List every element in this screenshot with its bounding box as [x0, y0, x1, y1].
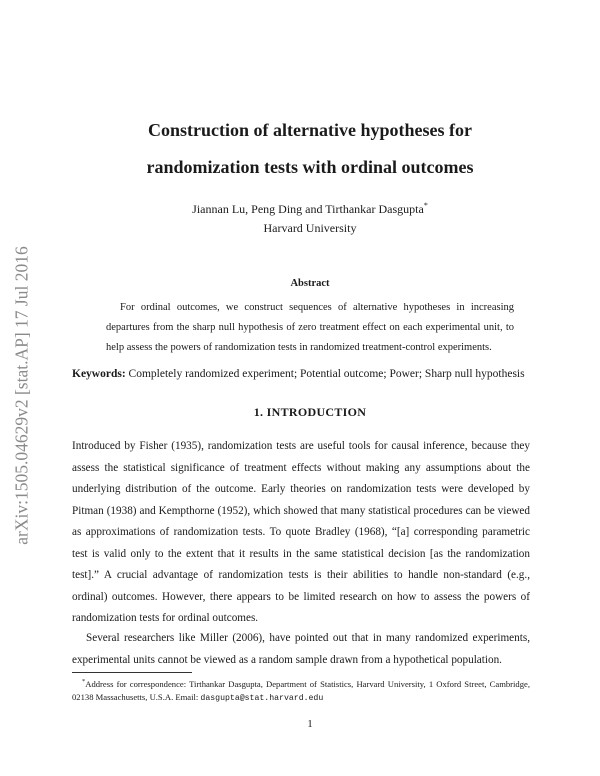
footnote-text: Address for correspondence: Tirthankar Dasgupta, Department of Statistics, Harvard University, 1 Oxford Street, Cambridge, 02138 Massachusetts, U.S.A. Email:	[72, 678, 530, 702]
authors-line	[60, 201, 560, 217]
paper-title-line-2: randomization tests with ordinal outcomes	[146, 157, 474, 177]
author-footnote-mark: *	[423, 201, 428, 210]
affiliation: Harvard University	[263, 221, 357, 235]
footnote	[72, 675, 530, 705]
footnote-email: dasgupta@stat.harvard.edu	[200, 693, 324, 703]
abstract-heading: Abstract	[290, 278, 330, 289]
authors: Jiannan Lu, Peng Ding and Tirthankar Dasgupta	[192, 202, 424, 216]
keywords-line	[72, 368, 552, 380]
page-number: 1	[307, 718, 313, 730]
section-heading: 1. INTRODUCTION	[253, 405, 367, 419]
paper-title-line-1: Construction of alternative hypotheses for	[148, 120, 472, 140]
keywords-text: Completely randomized experiment; Potential outcome; Power; Sharp null hypothesis	[128, 368, 525, 380]
paragraph-1: Introduced by Fisher (1935), randomization tests are useful tools for causal inference, because they assess the statistical significance of treatment effects without making any assumptions about the underlying distribution of the outcome. Early theories on randomization tests were developed by Pitman (1938) and Kempthorne (1952), which showed that many statistical procedures can be viewed as approximations of randomization tests. To quote Bradley (1968), “[a] corresponding parametric test is valid only to the extent that it results in the same statistical decision [as the randomization test].” A crucial advantage of randomization tests is their abilities to handle non-standard (e.g., ordinal) outcomes. However, there appears to be limited research on how to assess the powers of randomization tests for ordinal outcomes.	[72, 440, 530, 624]
paragraph-2: Several researchers like Miller (2006), have pointed out that in many randomized experiments, experimental units cannot be viewed as a random sample drawn from a hypothetical population.	[72, 632, 530, 666]
arxiv-identifier-text: arXiv:1505.04629v2 [stat.AP] 17 Jul 2016	[11, 245, 32, 545]
footnote-mark: *	[82, 678, 86, 685]
arxiv-identifier-stamp	[8, 214, 36, 576]
keywords-label: Keywords:	[72, 368, 126, 380]
footnote-rule	[72, 672, 192, 673]
abstract-text: For ordinal outcomes, we construct sequences of alternative hypotheses in increasing departures from the sharp null hypothesis of zero treatment effect on each experimental unit, to help assess the powers of randomization tests in randomized treatment-control experiments.	[106, 302, 514, 353]
